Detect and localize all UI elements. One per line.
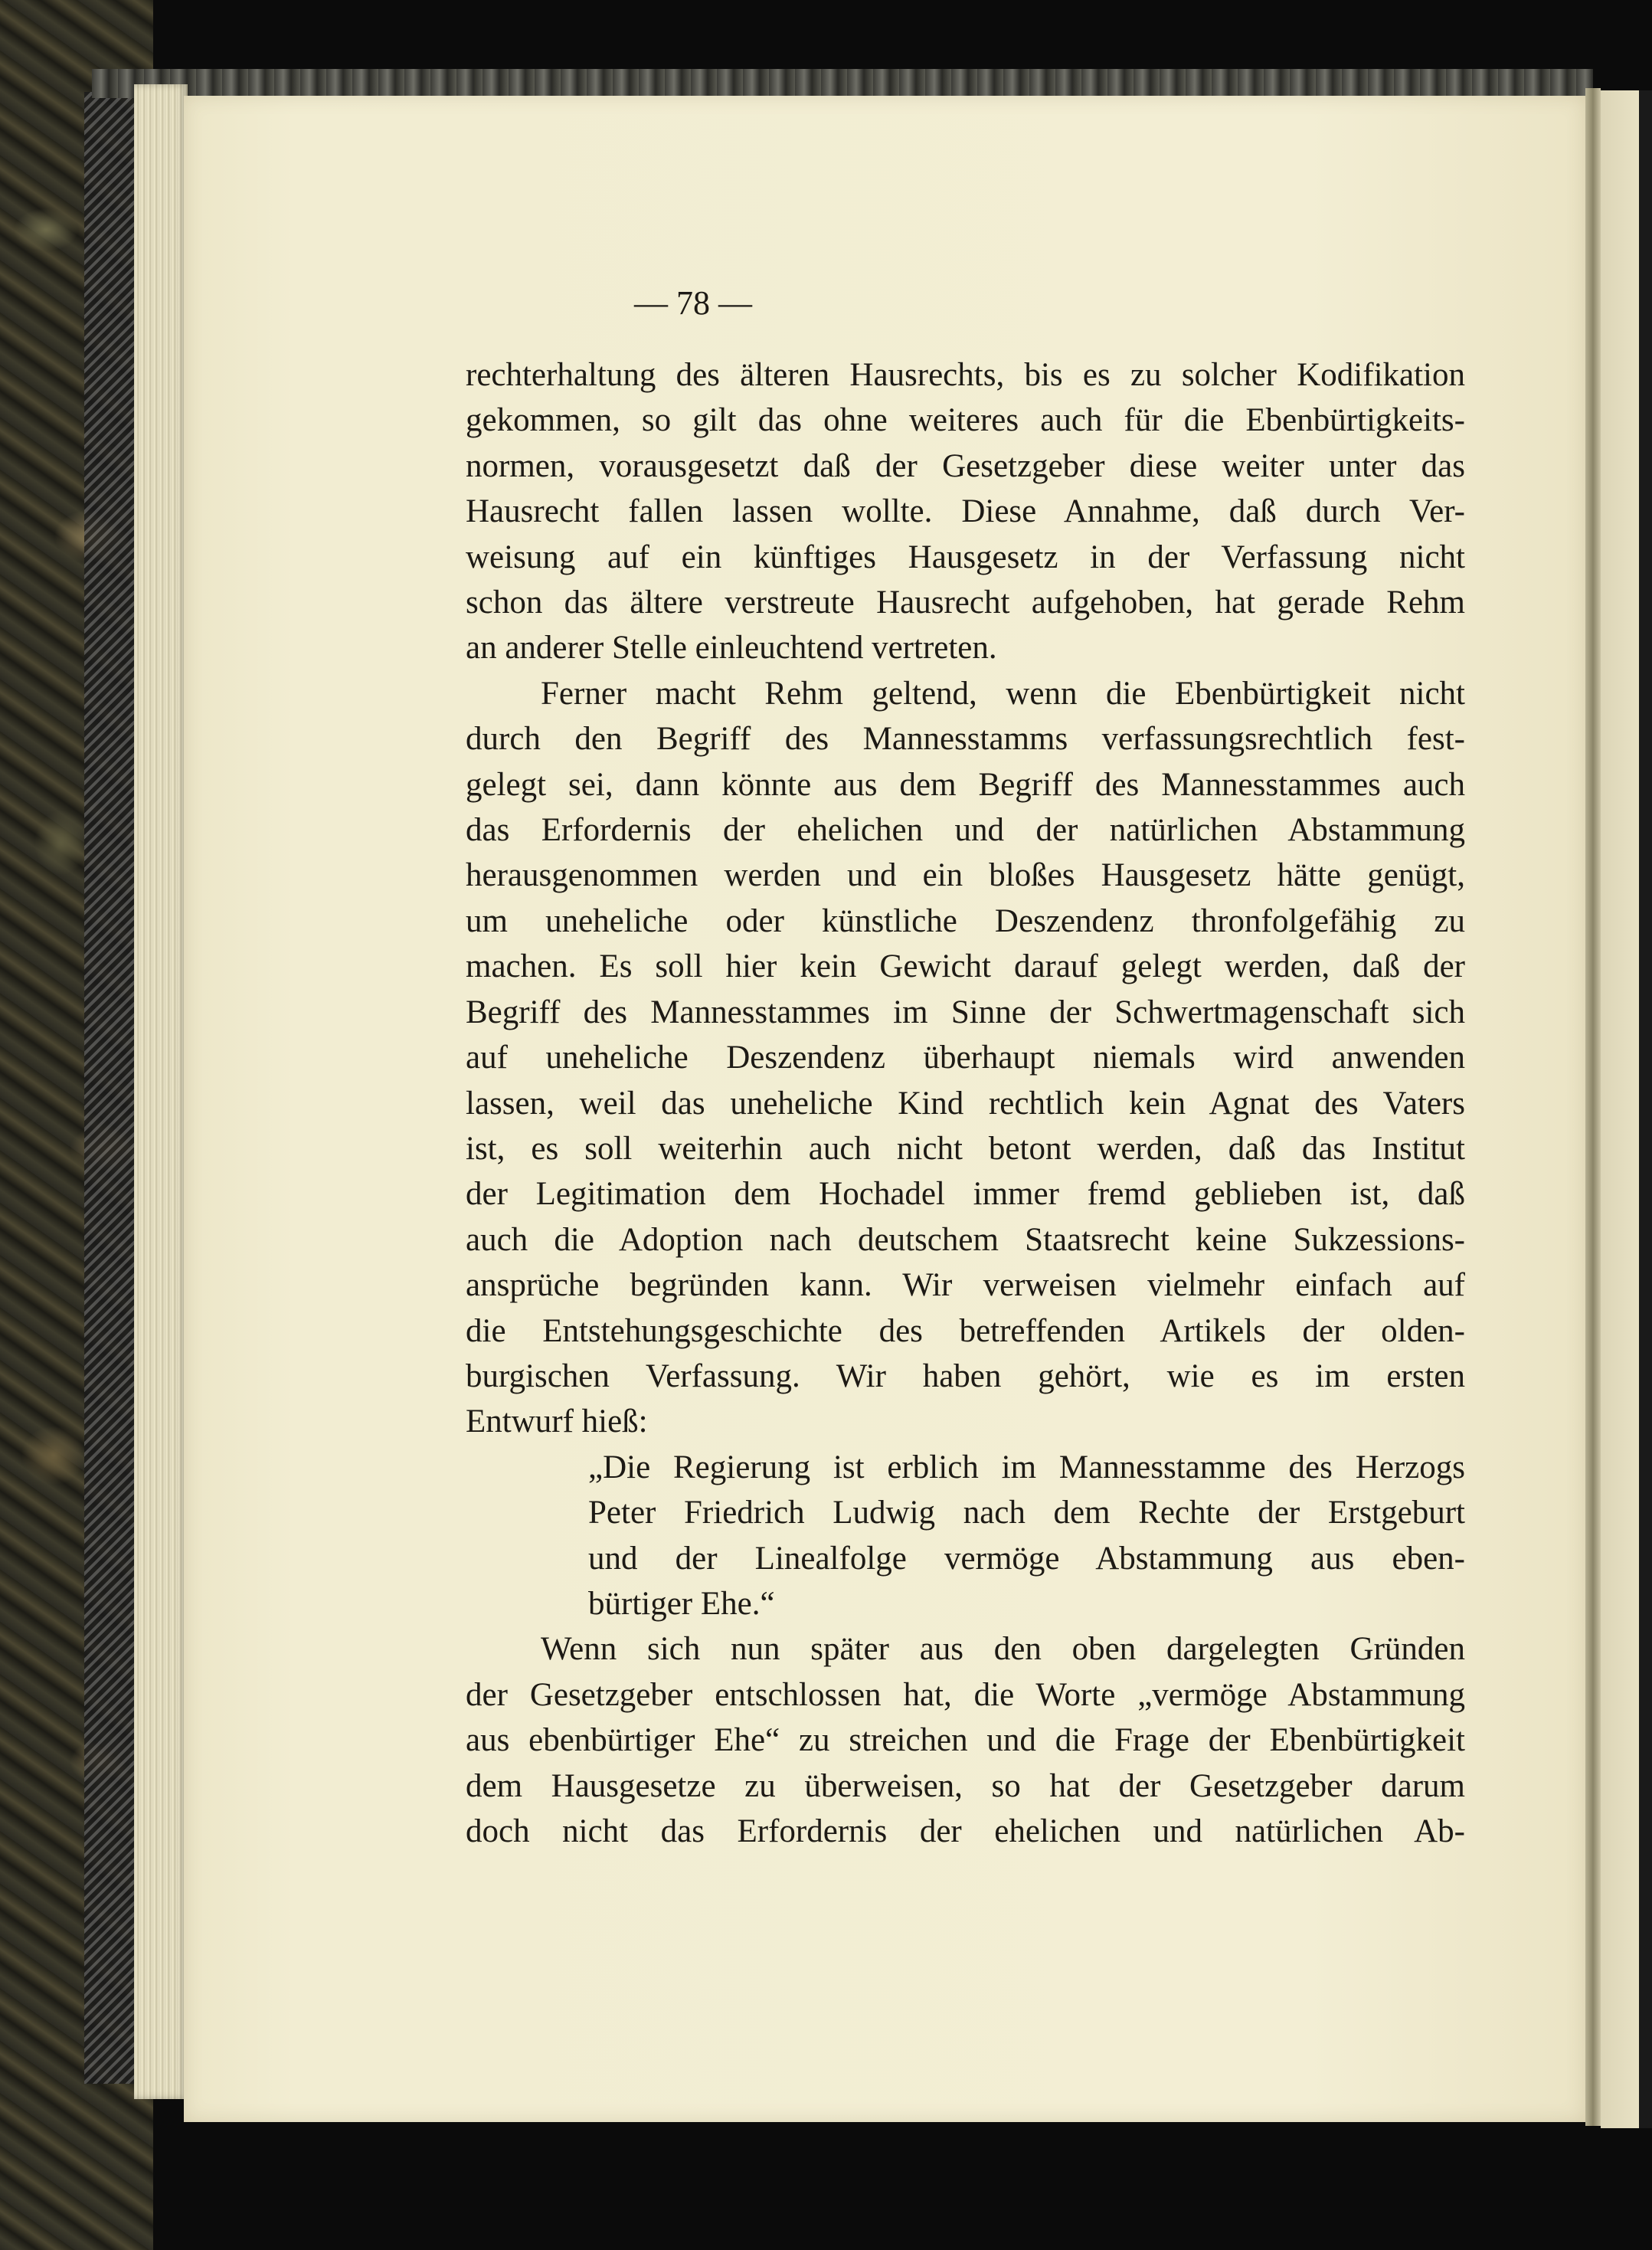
text-line: der Legitimation dem Hochadel immer fremd geblieben ist, daß [466,1176,1465,1213]
text-line: Hausrecht fallen lassen wollte. Diese Annahme, daß durch Ver- [466,493,1465,530]
facing-page-edge [1639,90,1652,2128]
text-line: an anderer Stelle einleuchtend vertreten. [466,630,997,666]
text-line: herausgenommen werden und ein bloßes Hausgesetz hätte genügt, [466,857,1465,894]
text-line: dem Hausgesetze zu überweisen, so hat der Gesetzgeber darum [466,1767,1465,1804]
page-edges [134,84,188,2099]
text-line: durch den Begriff des Mannesstamms verfassungsrechtlich fest- [466,721,1465,758]
book-top-edge [92,69,1593,98]
quote-line: bürtiger Ehe.“ [588,1585,775,1622]
text-line: auf uneheliche Deszendenz überhaupt niemals wird anwenden [466,1040,1465,1076]
text-line: auch die Adoption nach deutschem Staatsrecht keine Sukzessions- [466,1221,1465,1258]
body-text [466,352,1465,1854]
text-line: Entwurf hieß: [466,1403,648,1440]
text-line: gelegt sei, dann könnte aus dem Begriff des Mannesstammes auch [466,766,1465,803]
text-line: um uneheliche oder künstliche Deszendenz thronfolgefähig zu [466,902,1465,939]
text-line: lassen, weil das uneheliche Kind rechtlich kein Agnat des Vaters [466,1085,1465,1122]
quote-line: und der Linealfolge vermöge Abstammung aus eben- [588,1540,1465,1577]
text-line: Ferner macht Rehm geltend, wenn die Ebenbürtigkeit nicht [541,675,1465,712]
quote-line: Peter Friedrich Ludwig nach dem Rechte der Erstgeburt [588,1495,1465,1531]
text-line: der Gesetzgeber entschlossen hat, die Worte „vermöge Abstammung [466,1676,1465,1713]
text-line: doch nicht das Erfordernis der ehelichen und natürlichen Ab- [466,1813,1465,1849]
text-line: schon das ältere verstreute Hausrecht aufgehoben, hat gerade Rehm [466,585,1465,621]
text-line: ansprüche begründen kann. Wir verweisen vielmehr einfach auf [466,1267,1465,1304]
text-line: rechterhaltung des älteren Hausrechts, bis es zu solcher Kodifikation [466,357,1465,393]
text-line: normen, vorausgesetzt daß der Gesetzgeber diese weiter unter das [466,447,1465,484]
text-line: aus ebenbürtiger Ehe“ zu streichen und die Frage der Ebenbürtigkeit [466,1722,1465,1759]
quote-line: „Die Regierung ist erblich im Mannesstamme des Herzogs [588,1449,1465,1485]
text-line: die Entstehungsgeschichte des betreffenden Artikels der olden- [466,1312,1465,1349]
book-gutter [1585,88,1601,2126]
text-line: machen. Es soll hier kein Gewicht darauf gelegt werden, daß der [466,948,1465,985]
text-line: ist, es soll weiterhin auch nicht betont werden, daß das Institut [466,1130,1465,1167]
text-line: Begriff des Mannesstammes im Sinne der Schwertmagenschaft sich [466,994,1465,1030]
text-line: burgischen Verfassung. Wir haben gehört, wie es im ersten [466,1358,1465,1394]
text-line: Wenn sich nun später aus den oben dargelegten Gründen [541,1631,1465,1668]
page-number: — 78 — [634,284,752,322]
text-line: gekommen, so gilt das ohne weiteres auch für die Ebenbürtigkeits- [466,402,1465,439]
text-line: weisung auf ein künftiges Hausgesetz in der Verfassung nicht [466,539,1465,575]
text-line: das Erfordernis der ehelichen und der natürlichen Abstammung [466,812,1465,849]
book-spine-edge [84,92,138,2084]
